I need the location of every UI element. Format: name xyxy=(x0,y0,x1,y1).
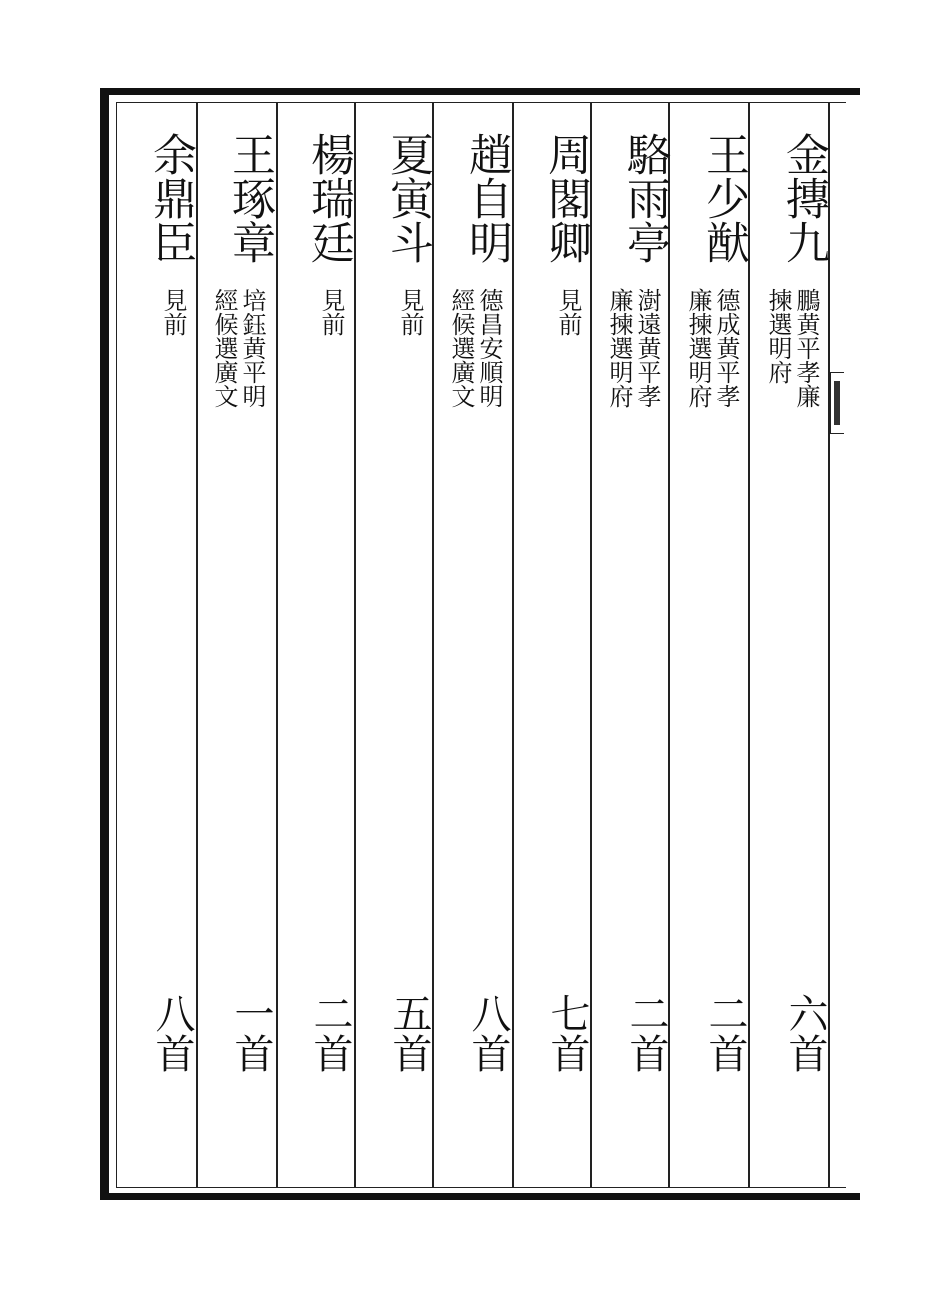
poet-note-right: 培鈺黄平明 xyxy=(238,288,266,408)
poet-note-left: 經候選廣文 xyxy=(210,288,238,408)
poet-name: 周閣卿 xyxy=(540,132,591,264)
poet-note-left: 廉揀選明府 xyxy=(605,288,633,408)
poet-note-left: 經候選廣文 xyxy=(447,288,475,408)
poet-name: 金摶九 xyxy=(778,132,829,264)
poet-name: 夏寅斗 xyxy=(382,132,433,264)
entry-column xyxy=(752,108,830,1183)
poet-note-right: 鵬黄平孝廉 xyxy=(792,288,820,408)
fold-mark xyxy=(830,372,844,434)
poem-count: 一首 xyxy=(228,993,274,1073)
poet-note-right: 德昌安順明 xyxy=(475,288,503,408)
poet-name: 駱雨亭 xyxy=(619,132,670,264)
poem-count: 七首 xyxy=(544,993,590,1073)
poem-count: 五首 xyxy=(386,993,432,1073)
entry-column xyxy=(356,108,434,1183)
poet-note-right: 德成黄平孝 xyxy=(712,288,740,408)
entry-column xyxy=(435,108,513,1183)
poet-note-right: 見前 xyxy=(159,288,187,336)
poet-note-left: 廉揀選明府 xyxy=(684,288,712,408)
poet-name: 王少猷 xyxy=(698,132,749,264)
poet-note-left: 揀選明府 xyxy=(764,288,792,384)
poem-count: 八首 xyxy=(465,993,511,1073)
poet-name: 楊瑞廷 xyxy=(303,132,354,264)
poem-count: 二首 xyxy=(623,993,669,1073)
entry-column xyxy=(672,108,750,1183)
poem-count: 二首 xyxy=(307,993,353,1073)
entry-column xyxy=(119,108,197,1183)
entry-column xyxy=(593,108,671,1183)
poet-note-right: 見前 xyxy=(317,288,345,336)
poem-count: 二首 xyxy=(702,993,748,1073)
poem-count: 八首 xyxy=(149,993,195,1073)
poet-name: 余鼎臣 xyxy=(145,132,196,264)
poet-note-right: 澍遠黄平孝 xyxy=(633,288,661,408)
entry-column xyxy=(277,108,355,1183)
poet-name: 王琢章 xyxy=(224,132,275,264)
poet-note-right: 見前 xyxy=(396,288,424,336)
poet-note-right: 見前 xyxy=(554,288,582,336)
poet-name: 趙自明 xyxy=(461,132,512,264)
entry-column xyxy=(198,108,276,1183)
entry-column xyxy=(514,108,592,1183)
poem-count: 六首 xyxy=(782,993,828,1073)
